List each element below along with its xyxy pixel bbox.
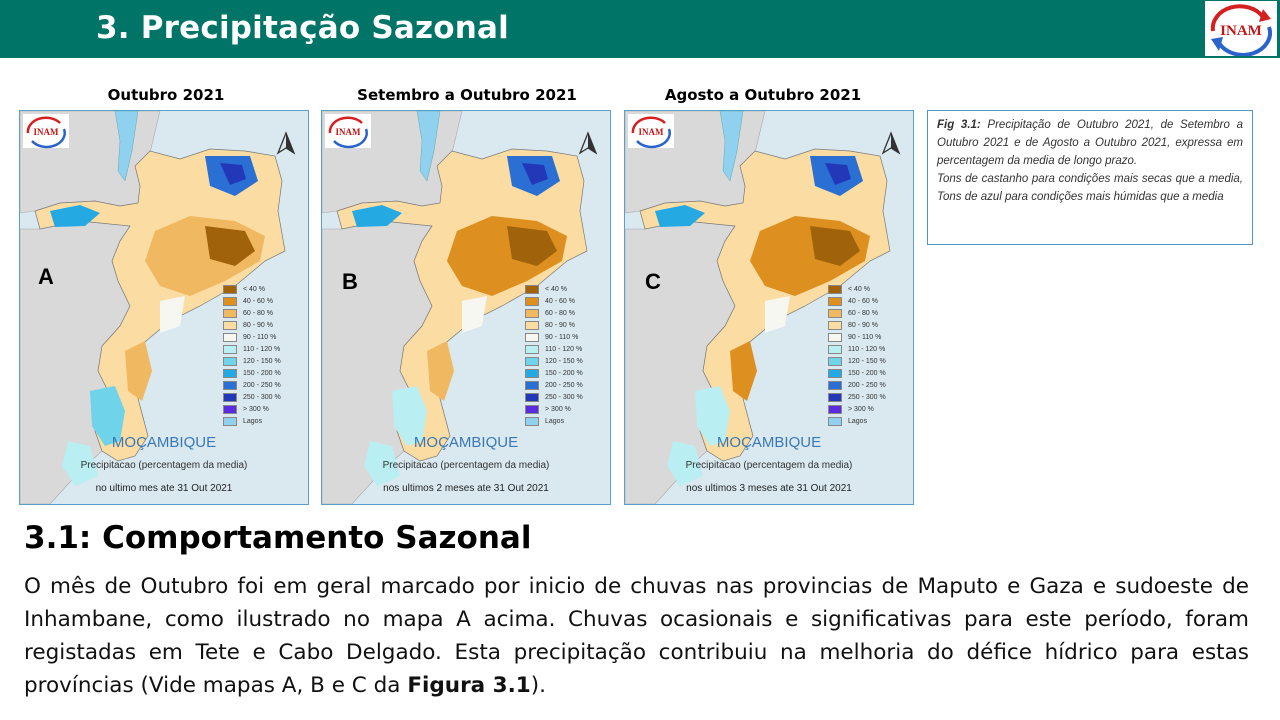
legend-swatch (223, 381, 237, 390)
legend-swatch (828, 417, 842, 426)
legend-item (525, 343, 583, 355)
legend-label: 150 - 200 % (848, 369, 886, 377)
legend-swatch (828, 333, 842, 342)
map-period: nos ultimos 2 meses ate 31 Out 2021 (383, 483, 549, 494)
map-a-title: Outubro 2021 (107, 86, 225, 104)
inam-logo-icon (1205, 1, 1277, 56)
legend-item (828, 391, 886, 403)
legend-item (223, 331, 281, 343)
map-country-label: MOÇAMBIQUE (413, 434, 519, 451)
legend-item (223, 403, 281, 415)
legend-item (525, 319, 583, 331)
legend-item (525, 403, 583, 415)
map-period: nos ultimos 3 meses ate 31 Out 2021 (686, 483, 852, 494)
legend-item (223, 319, 281, 331)
legend-swatch (525, 285, 539, 294)
legend-swatch (828, 321, 842, 330)
legend-swatch (828, 345, 842, 354)
legend-label: < 40 % (545, 285, 567, 293)
legend-swatch (828, 381, 842, 390)
map-logo-text: INAM (33, 127, 59, 137)
legend-item (525, 391, 583, 403)
body-end: ). (530, 673, 546, 698)
legend-item (223, 283, 281, 295)
legend-item (223, 367, 281, 379)
legend-item (828, 295, 886, 307)
legend-item (828, 355, 886, 367)
legend-item (223, 355, 281, 367)
legend-label: 110 - 120 % (545, 345, 583, 353)
legend-swatch (525, 345, 539, 354)
legend-swatch (828, 297, 842, 306)
page-title: 3. Precipitação Sazonal (96, 10, 509, 46)
legend-label: 250 - 300 % (243, 393, 281, 401)
legend-swatch (828, 357, 842, 366)
caption-text-1: Precipitação de Outubro 2021, de Setembro a Outubro 2021 e de Agosto a Outubro 2021, expressa em percentagem da media de longo prazo. (937, 119, 1243, 167)
legend-swatch (525, 321, 539, 330)
map-period: no ultimo mes ate 31 Out 2021 (95, 483, 233, 494)
map-legend (223, 283, 281, 427)
legend-label: > 300 % (848, 405, 874, 413)
legend-swatch (525, 405, 539, 414)
legend-item (525, 379, 583, 391)
body-text: O mês de Outubro foi em geral marcado por inicio de chuvas nas provincias de Maputo e Gaza e sudoeste de Inhambane, como ilustrado no mapa A acima. Chuvas ocasionais e significativas para este período, foram registadas em Tete e Cabo Delgado. Esta precipitação contribuiu na melhoria do défice hídrico para estas províncias (Vide mapas A, B e C da (24, 574, 1249, 698)
map-subtitle: Precipitacao (percentagem da media) (382, 460, 550, 471)
legend-item (223, 391, 281, 403)
legend-swatch (223, 405, 237, 414)
legend-item (828, 367, 886, 379)
map-legend (525, 283, 583, 427)
legend-swatch (525, 417, 539, 426)
caption-text-2: Tons de castanho para condições mais secas que a media, Tons de azul para condições mais húmidas que a media (937, 173, 1243, 203)
legend-label: 150 - 200 % (243, 369, 281, 377)
legend-item (525, 307, 583, 319)
map-panel-a (19, 110, 309, 505)
legend-label: 40 - 60 % (243, 297, 273, 305)
legend-label: 120 - 150 % (545, 357, 583, 365)
section-title: 3.1: Comportamento Sazonal (24, 520, 532, 556)
legend-swatch (223, 297, 237, 306)
legend-item (828, 379, 886, 391)
legend-label: Lagos (243, 417, 263, 425)
legend-label: < 40 % (243, 285, 265, 293)
legend-label: 60 - 80 % (243, 309, 273, 317)
legend-swatch (525, 333, 539, 342)
body-paragraph (24, 570, 1249, 702)
legend-label: 110 - 120 % (848, 345, 886, 353)
legend-swatch (828, 405, 842, 414)
legend-swatch (828, 309, 842, 318)
map-subtitle: Precipitacao (percentagem da media) (685, 460, 853, 471)
legend-swatch (828, 393, 842, 402)
legend-item (828, 319, 886, 331)
legend-swatch (223, 417, 237, 426)
legend-label: Lagos (848, 417, 868, 425)
legend-item (223, 295, 281, 307)
legend-item (828, 343, 886, 355)
legend-label: 150 - 200 % (545, 369, 583, 377)
legend-label: 60 - 80 % (848, 309, 878, 317)
legend-item (525, 331, 583, 343)
inam-logo (1205, 1, 1277, 56)
legend-label: 200 - 250 % (848, 381, 886, 389)
legend-swatch (525, 393, 539, 402)
legend-label: 200 - 250 % (243, 381, 281, 389)
legend-swatch (223, 309, 237, 318)
legend-swatch (525, 369, 539, 378)
map-subtitle: Precipitacao (percentagem da media) (80, 460, 248, 471)
legend-label: 250 - 300 % (848, 393, 886, 401)
logo-text: INAM (1220, 23, 1262, 39)
map-letter: C (645, 269, 661, 294)
map-b-title: Setembro a Outubro 2021 (357, 86, 577, 104)
figure-caption (927, 110, 1253, 245)
body-figure-ref: Figura 3.1 (407, 673, 531, 698)
map-letter: A (38, 264, 54, 289)
legend-item (223, 415, 281, 427)
legend-label: 40 - 60 % (848, 297, 878, 305)
map-legend (828, 283, 886, 427)
legend-swatch (223, 333, 237, 342)
map-country-label: MOÇAMBIQUE (111, 434, 217, 451)
legend-swatch (223, 357, 237, 366)
header-bar (0, 0, 1280, 58)
legend-label: 110 - 120 % (243, 345, 281, 353)
legend-label: 90 - 110 % (545, 333, 579, 341)
legend-item (828, 331, 886, 343)
legend-item (828, 307, 886, 319)
legend-label: 90 - 110 % (243, 333, 277, 341)
legend-item (223, 379, 281, 391)
legend-label: Lagos (545, 417, 565, 425)
legend-item (828, 415, 886, 427)
map-logo-text: INAM (638, 127, 664, 137)
legend-label: 200 - 250 % (545, 381, 583, 389)
legend-item (525, 295, 583, 307)
map-panel-b (321, 110, 611, 505)
legend-swatch (525, 309, 539, 318)
legend-item (525, 367, 583, 379)
legend-label: 60 - 80 % (545, 309, 575, 317)
legend-item (828, 283, 886, 295)
legend-label: 80 - 90 % (243, 321, 273, 329)
legend-label: 40 - 60 % (545, 297, 575, 305)
legend-swatch (223, 393, 237, 402)
legend-label: 120 - 150 % (848, 357, 886, 365)
map-logo-text: INAM (335, 127, 361, 137)
map-panel-c (624, 110, 914, 505)
legend-label: 250 - 300 % (545, 393, 583, 401)
map-country-label: MOÇAMBIQUE (716, 434, 822, 451)
legend-item (223, 307, 281, 319)
map-c-title: Agosto a Outubro 2021 (664, 86, 862, 104)
legend-item (525, 355, 583, 367)
legend-swatch (525, 297, 539, 306)
legend-swatch (223, 321, 237, 330)
legend-label: 80 - 90 % (848, 321, 878, 329)
caption-fig-label: Fig 3.1: (937, 119, 981, 131)
legend-swatch (525, 381, 539, 390)
legend-label: 80 - 90 % (545, 321, 575, 329)
legend-swatch (525, 357, 539, 366)
map-letter: B (342, 269, 358, 294)
legend-label: > 300 % (545, 405, 571, 413)
legend-label: 90 - 110 % (848, 333, 882, 341)
legend-swatch (828, 369, 842, 378)
legend-label: < 40 % (848, 285, 870, 293)
legend-item (525, 415, 583, 427)
legend-item (828, 403, 886, 415)
legend-item (223, 343, 281, 355)
legend-label: 120 - 150 % (243, 357, 281, 365)
legend-item (525, 283, 583, 295)
legend-swatch (223, 285, 237, 294)
legend-swatch (223, 369, 237, 378)
legend-label: > 300 % (243, 405, 269, 413)
legend-swatch (223, 345, 237, 354)
legend-swatch (828, 285, 842, 294)
